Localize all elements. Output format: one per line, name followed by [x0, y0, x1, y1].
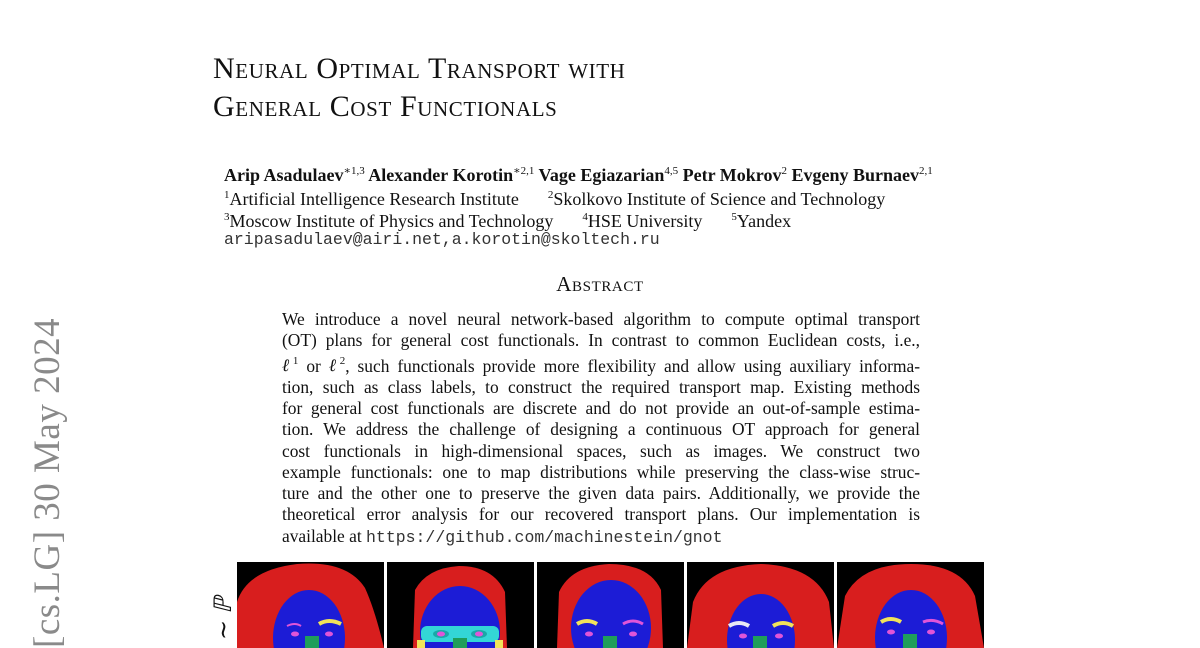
abstract-line: for general cost functionals are discrete and do not provide an out-of-sample estima- — [282, 397, 920, 418]
abstract-line: ture and the other one to preserve the given data pairs. Additionally, we provide the — [282, 483, 920, 504]
figure-face-strip — [237, 562, 984, 648]
affiliation-number: 2 — [547, 189, 554, 201]
math-symbol: ℓ$^1$ — [282, 355, 299, 376]
abstract-line: We introduce a novel neural network-based algorithm to compute optimal transport — [282, 309, 920, 329]
affiliation-number: 1 — [224, 189, 230, 201]
affiliation-name: Artificial Intelligence Research Institute — [229, 189, 519, 209]
author-list — [224, 160, 1124, 186]
abstract-line: cost functionals in high-dimensional spaces, such as images. We construct two — [282, 440, 920, 461]
abstract-line: tion. We address the challenge of designing a continuous OT approach for general — [282, 419, 920, 440]
face-segmentation-panel — [537, 562, 684, 648]
author-name: Arip Asadulaev — [224, 165, 344, 185]
abstract-line: theoretical error analysis for our recovered transport plans. Our implementation is — [282, 504, 920, 525]
affiliation-number: 4 — [582, 211, 588, 223]
title-line-1: Neural Optimal Transport with — [213, 52, 626, 85]
paper-title — [213, 50, 913, 126]
title-line-2: General Cost Functionals — [213, 90, 558, 123]
abstract-heading: Abstract — [556, 272, 644, 296]
author-emails[interactable]: aripasadulaev@airi.net,a.korotin@skoltech.ru — [224, 230, 660, 249]
affiliation-line-2 — [224, 206, 1124, 232]
author-affil-marks: ∗2,1 — [513, 165, 535, 177]
abstract-line: example functionals: one to map distributions while preserving the class-wise struc- — [282, 461, 920, 482]
affiliation-name: HSE University — [587, 211, 703, 231]
affiliation-name: Yandex — [736, 211, 792, 231]
figure-row-label: ∼ ℙ — [210, 597, 237, 640]
author-affil-marks: 2 — [781, 165, 787, 177]
face-segmentation-panel — [237, 562, 384, 648]
affiliation-name: Moscow Institute of Physics and Technology — [229, 211, 554, 231]
abstract-line: tion, such as class labels, to construct the required transport map. Existing methods — [282, 376, 920, 397]
face-segmentation-panel — [387, 562, 534, 648]
face-segmentation-panel — [837, 562, 984, 648]
math-symbol: ℓ$^2$ — [328, 355, 346, 376]
code-link[interactable]: https://github.com/machinestein/gnot — [366, 527, 723, 547]
face-segmentation-panel — [687, 562, 834, 648]
affiliation-name: Skolkovo Institute of Science and Technology — [553, 189, 886, 209]
author-name: Petr Mokrov — [682, 165, 782, 185]
author-name: Alexander Korotin — [368, 165, 514, 185]
author-name: Vage Egiazarian — [538, 165, 665, 185]
author-affil-marks: ∗1,3 — [343, 165, 365, 177]
affiliation-number: 3 — [224, 211, 230, 223]
author-name: Evgeny Burnaev — [791, 165, 919, 185]
author-affil-marks: 2,1 — [918, 165, 933, 177]
abstract-line: available at https://github.com/machinestein/gnot — [282, 525, 723, 547]
affiliation-number: 5 — [731, 211, 737, 223]
arxiv-side-stamp: [cs.LG] 30 May 2024 — [27, 317, 68, 648]
abstract-line: (OT) plans for general cost functionals. In contrast to common Euclidean costs, i.e., — [282, 330, 920, 351]
abstract-line: ℓ$^1$ or ℓ$^2$, such functionals provide more flexibility and allow using auxiliary informa- — [282, 355, 920, 376]
abstract-body — [282, 309, 920, 548]
author-affil-marks: 4,5 — [664, 165, 679, 177]
